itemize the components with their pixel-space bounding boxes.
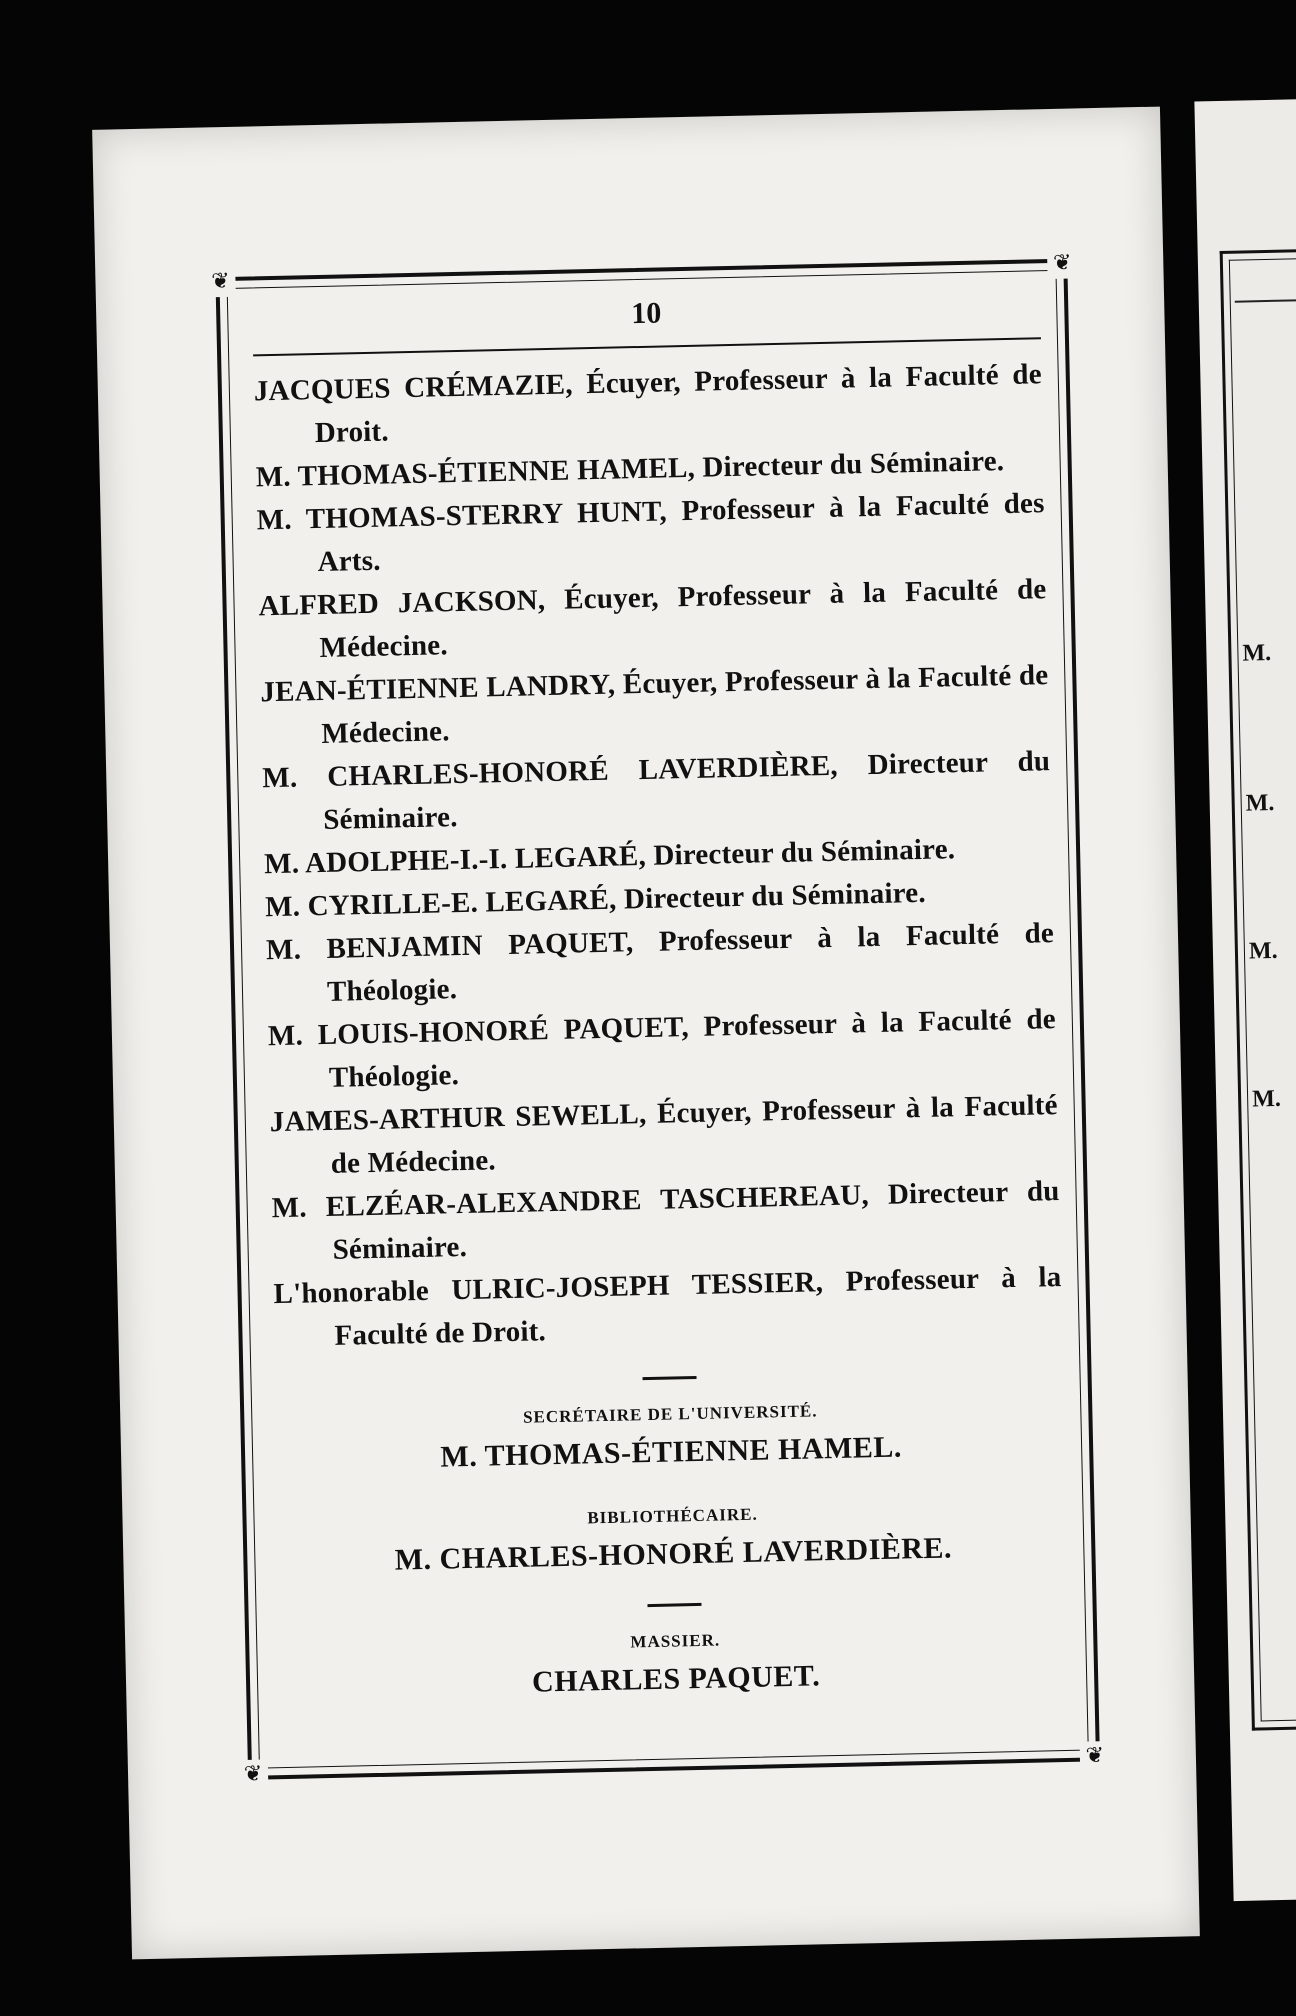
section-divider: [643, 1376, 697, 1380]
corner-ornament-icon: ❦: [205, 267, 236, 298]
member-role: , Écuyer, Professeur à la Faculté de Médecine.: [321, 659, 1049, 751]
member-entry: [273, 1256, 1063, 1359]
member-name: ALFRED JACKSON: [258, 584, 539, 623]
member-role: , Directeur du Séminaire.: [687, 445, 1005, 484]
member-role: , Écuyer, Professeur à la Faculté de Médecine.: [330, 1089, 1059, 1180]
member-role: , Directeur du Séminaire.: [608, 876, 927, 916]
secretary-label: SECRÉTAIRE DE L'UNIVERSITÉ.: [522, 1401, 818, 1427]
book-page: [92, 107, 1200, 1960]
secretary-name: M. THOMAS-ÉTIENNE HAMEL.: [440, 1430, 903, 1474]
adjacent-margin-text: M.: [1245, 789, 1275, 817]
member-name: M. CYRILLE-E. LEGARÉ: [264, 883, 610, 924]
member-name: M. THOMAS-STERRY HUNT: [256, 495, 660, 537]
adjacent-page: [1194, 99, 1296, 1901]
page-border-frame: [211, 250, 1105, 1787]
member-name: L'honorable ULRIC-JOSEPH TESSIER: [273, 1266, 816, 1311]
member-name: JEAN-ÉTIENNE LANDRY: [260, 668, 609, 709]
member-name: M. CHARLES-HONORÉ LAVERDIÈRE: [262, 749, 831, 795]
member-name: M. BENJAMIN PAQUET: [265, 926, 627, 967]
adjacent-margin-text: M.: [1242, 639, 1272, 667]
member-name: JAMES-ARTHUR SEWELL: [269, 1098, 640, 1139]
member-role: , Professeur à la Faculté de Droit.: [334, 1260, 1062, 1352]
librarian-name: M. CHARLES-HONORÉ LAVERDIÈRE.: [394, 1531, 953, 1577]
page-content: [252, 283, 1071, 1711]
section-divider: [647, 1603, 701, 1607]
member-role: , Professeur à la Faculté des Arts.: [317, 487, 1045, 579]
member-name: M. LOUIS-HONORÉ PAQUET: [267, 1011, 682, 1053]
member-list: [253, 353, 1062, 1359]
member-role: , Directeur du Séminaire.: [322, 745, 1051, 836]
member-role: , Écuyer, Professeur à la Faculté de Médecine.: [319, 573, 1047, 665]
adjacent-margin-text: M.: [1248, 937, 1278, 965]
member-role: , Écuyer, Professeur à la Faculté de Droit.: [314, 358, 1043, 450]
massier-name: CHARLES PAQUET.: [531, 1659, 821, 1699]
corner-ornament-icon: ❦: [1047, 248, 1078, 279]
librarian-label: BIBLIOTHÉCAIRE.: [587, 1504, 758, 1528]
member-role: , Professeur à la Faculté de Théologie.: [328, 1003, 1057, 1094]
adjacent-page-frame: [1220, 248, 1296, 1730]
member-role: , Directeur du Séminaire.: [332, 1175, 1060, 1266]
member-name: M. ADOLPHE-I.-I. LEGARÉ: [263, 840, 639, 881]
member-name: JACQUES CRÉMAZIE: [253, 368, 566, 408]
member-role: , Professeur à la Faculté de Théologie.: [326, 917, 1055, 1008]
massier-label: MASSIER.: [630, 1630, 721, 1652]
member-name: M. ELZÉAR-ALEXANDRE TASCHEREAU: [271, 1179, 862, 1225]
page-number: 10: [630, 296, 662, 331]
adjacent-margin-text: M.: [1251, 1085, 1282, 1113]
member-role: , Directeur du Séminaire.: [638, 833, 956, 873]
corner-ornament-icon: ❦: [1080, 1741, 1111, 1772]
corner-ornament-icon: ❦: [238, 1759, 269, 1790]
member-name: M. THOMAS-ÉTIENNE HAMEL: [255, 451, 688, 494]
